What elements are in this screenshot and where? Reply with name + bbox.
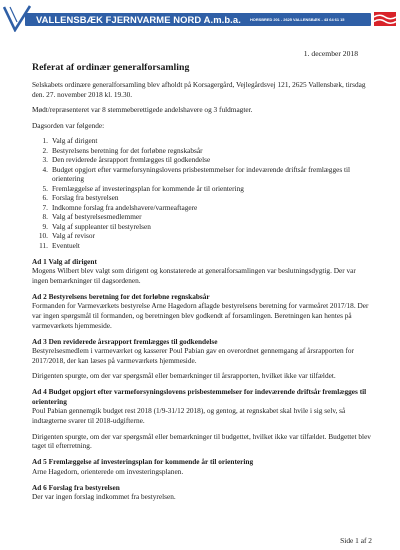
agenda-item (32, 212, 372, 222)
agenda-item-text: Valg af suppleanter til bestyrelsen (52, 221, 151, 231)
company-address: HORSBRED 201 - 2625 VALLENSBÆK - 43 64 61 15 (250, 17, 345, 22)
section-heading: Ad 6 Forslag fra bestyrelsen (32, 482, 120, 492)
section-paragraph: Formanden for Varmeværkets bestyrelse Arne Hagedorn aflagde bestyrelsens beretning for varmeåret 2017/18. Der var ingen spørgsmål til formanden, og beretningen blev godkendt af forsamlingen. Beretningen kan hentes på varmeværkets hjemmeside. (32, 301, 369, 330)
document-date: 1. december 2018 (303, 49, 358, 58)
attendance-paragraph: Mødt/repræsenteret var 8 stemmeberettigede andelshavere og 3 fuldmagter. (32, 105, 253, 115)
agenda-item (32, 155, 372, 165)
page-number: Side 1 af 2 (340, 536, 372, 545)
minutes-sections (32, 257, 372, 502)
agenda-item-number: 4. (42, 164, 48, 174)
letterhead (3, 4, 395, 32)
minutes-section (32, 292, 372, 330)
section-heading: Ad 1 Valg af dirigent (32, 256, 97, 266)
section-heading: Ad 3 Den reviderede årsrapport fremlægges til godkendelse (32, 336, 218, 346)
minutes-section (32, 483, 372, 502)
agenda-item-number: 5. (42, 183, 48, 193)
minutes-section (32, 457, 372, 476)
agenda-item-text: Indkomne forslag fra andelshavere/varmeaftagere (52, 202, 198, 212)
section-paragraph: Arne Hagedorn, orienterede om investeringsplanen. (32, 466, 184, 476)
agenda-item-text: Forslag fra bestyrelsen (52, 193, 119, 203)
agenda-item (32, 203, 372, 213)
agenda-item-text: Fremlæggelse af investeringsplan for kommende år til orientering (52, 183, 244, 193)
section-heading: Ad 2 Bestyrelsens beretning for det forløbne regnskabsår (32, 291, 210, 301)
section-paragraph: Poul Pabian gennemgik budget rest 2018 (1/9-31/12 2018), og gentog, at regnskabet skal hvile i sig selv, så indtægterne svarer til 2018-udgifterne. (32, 406, 346, 426)
section-paragraph: Dirigenten spurgte, om der var spørgsmål eller bemærkninger til budgettet, hvilket ikke var tilfældet. Budgettet blev taget til efterretning. (32, 431, 371, 451)
agenda-item (32, 146, 372, 156)
agenda-item-number: 6. (42, 193, 48, 203)
agenda-item-text: Bestyrelsens beretning for det forløbne regnskabsår (52, 145, 203, 155)
agenda-list (32, 136, 372, 250)
section-paragraph: Bestyrelsesmedlem i varmeværket og kasserer Poul Pabian gav en overordnet gennemgang af årsrapporten for 2017/2018, der kan læses på varmeværkets hjemmeside. (32, 346, 354, 365)
agenda-item-text: Budget opgjort efter varmeforsyningslovens prisbestemmelser for indeværende driftsår fremlægges til orientering (52, 164, 351, 184)
agenda-item-text: Valg af bestyrelsesmedlemmer (52, 212, 142, 222)
letterhead-bar (25, 13, 371, 26)
agenda-intro: Dagsorden var følgende: (32, 120, 105, 130)
agenda-item (32, 136, 372, 146)
company-name: VALLENSBÆK FJERNVARME NORD A.m.b.a. (36, 14, 241, 25)
agenda-item-text: Den reviderede årsrapport fremlægges til godkendelse (52, 155, 211, 165)
agenda-item-number: 7. (42, 202, 48, 212)
agenda-item-text: Eventuelt (52, 240, 80, 250)
agenda-item-number: 11. (39, 240, 48, 250)
agenda-item (32, 193, 372, 203)
section-heading: Ad 5 Fremlæggelse af investeringsplan for kommende år til orientering (32, 457, 254, 467)
agenda-item (32, 184, 372, 194)
minutes-section (32, 337, 372, 381)
agenda-item-number: 2. (42, 145, 48, 155)
section-paragraph: Mogens Wilbert blev valgt som dirigent og konstaterede at generalforsamlingen var beslutningsdygtig. Der var ingen bemærkninger til dagsordenen. (32, 266, 356, 285)
agenda-item (32, 231, 372, 241)
agenda-item-number: 9. (42, 221, 48, 231)
agenda-item-number: 1. (42, 136, 48, 146)
agenda-item-number: 8. (42, 212, 48, 222)
agenda-item (32, 165, 372, 184)
agenda-item-number: 3. (42, 155, 48, 165)
wave-flag-icon (374, 12, 396, 26)
minutes-section (32, 257, 372, 286)
agenda-item-text: Valg af dirigent (52, 136, 98, 146)
agenda-item-number: 10. (38, 231, 48, 241)
section-paragraph: Der var ingen forslag indkommet fra bestyrelsen. (32, 492, 176, 502)
section-heading: Ad 4 Budget opgjort efter varmeforsyningslovens prisbestemmelser for indeværende driftsår fremlægges til orientering (32, 387, 367, 406)
section-paragraph: Dirigenten spurgte, om der var spørgsmål eller bemærkninger til årsrapporten, hvilket ikke var tilfældet. (32, 371, 336, 381)
document-body (32, 80, 372, 508)
agenda-item (32, 241, 372, 251)
minutes-section (32, 387, 372, 451)
intro-paragraph: Selskabets ordinære generalforsamling blev afholdt på Korsagergård, Vejlegårdsvej 121, 2625 Vallensbæk, tirsdag den. 27. november 2018 kl. 19.30. (32, 80, 366, 99)
agenda-item-text: Valg af revisor (52, 231, 95, 241)
agenda-item (32, 222, 372, 232)
document-title: Referat af ordinær generalforsamling (32, 62, 190, 73)
